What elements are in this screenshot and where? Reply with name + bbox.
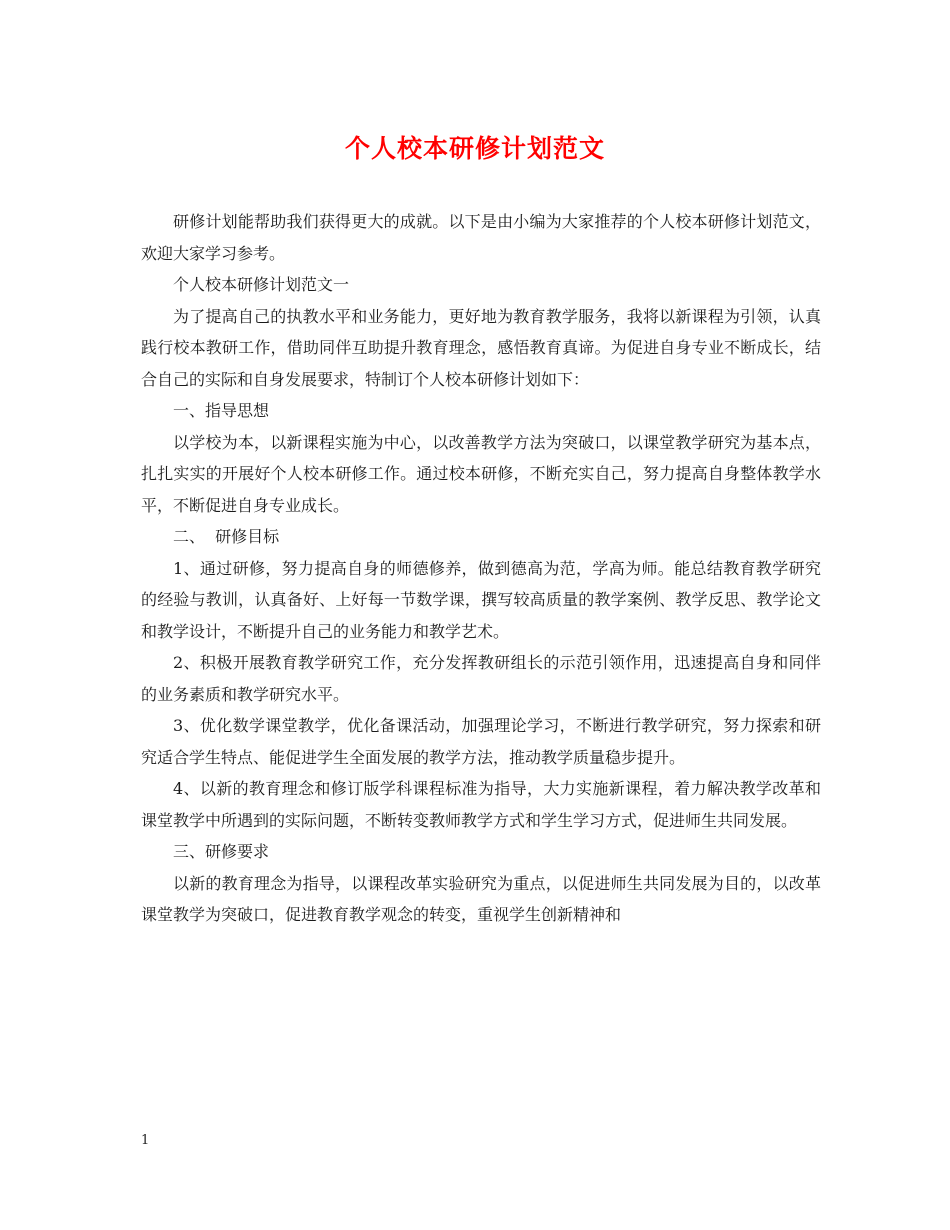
heading-guiding-ideology: 一、指导思想 [173, 401, 270, 420]
paragraph-subtitle: 个人校本研修计划范文一 [173, 275, 350, 294]
paragraph-requirements: 以新的教育理念为指导，以课程改革实验研究为重点，以促进师生共同发展为目的，以改革课堂教学为突破口，促进教育教学观念的转变，重视学生创新精神和 [141, 873, 821, 924]
paragraph-goal-4: 4、以新的教育理念和修订版学科课程标准为指导，大力实施新课程，着力解决教学改革和课堂教学中所遇到的实际问题，不断转变教师教学方式和学生学习方式，促进师生共同发展。 [141, 779, 821, 830]
heading-research-requirements: 三、研修要求 [173, 842, 270, 861]
paragraph-goal-1: 1、通过研修，努力提高自身的师德修养，做到德高为范，学高为师。能总结教育教学研究的经验与教训，认真备好、上好每一节数学课，撰写较高质量的教学案例、教学反思、教学论文和教学设计，不断提升自己的业务能力和教学艺术。 [141, 558, 821, 641]
page-number: 1 [141, 1133, 150, 1148]
paragraph-intro: 研修计划能帮助我们获得更大的成就。以下是由小编为大家推荐的个人校本研修计划范文，欢迎大家学习参考。 [141, 212, 821, 263]
paragraph-guiding-ideology: 以学校为本，以新课程实施为中心，以改善教学方法为突破口，以课堂教学研究为基本点，扎扎实实的开展好个人校本研修工作。通过校本研修，不断充实自己，努力提高自身整体教学水平，不断促进自身专业成长。 [141, 432, 821, 515]
document-title: 个人校本研修计划范文 [344, 134, 605, 163]
heading-research-goals: 二、 研修目标 [173, 527, 280, 546]
paragraph-goal-3: 3、优化数学课堂教学，优化备课活动，加强理论学习，不断进行教学研究，努力探索和研究适合学生特点、能促进学生全面发展的教学方法，推动教学质量稳步提升。 [141, 716, 821, 767]
paragraph-purpose: 为了提高自己的执教水平和业务能力，更好地为教育教学服务，我将以新课程为引领，认真践行校本教研工作，借助同伴互助提升教育理念，感悟教育真谛。为促进自身专业不断成长，结合自己的实际和自身发展要求，特制订个人校本研修计划如下： [141, 306, 821, 389]
document-body [141, 206, 821, 931]
paragraph-goal-2: 2、积极开展教育教学研究工作，充分发挥教研组长的示范引领作用，迅速提高自身和同伴的业务素质和教学研究水平。 [141, 653, 821, 704]
